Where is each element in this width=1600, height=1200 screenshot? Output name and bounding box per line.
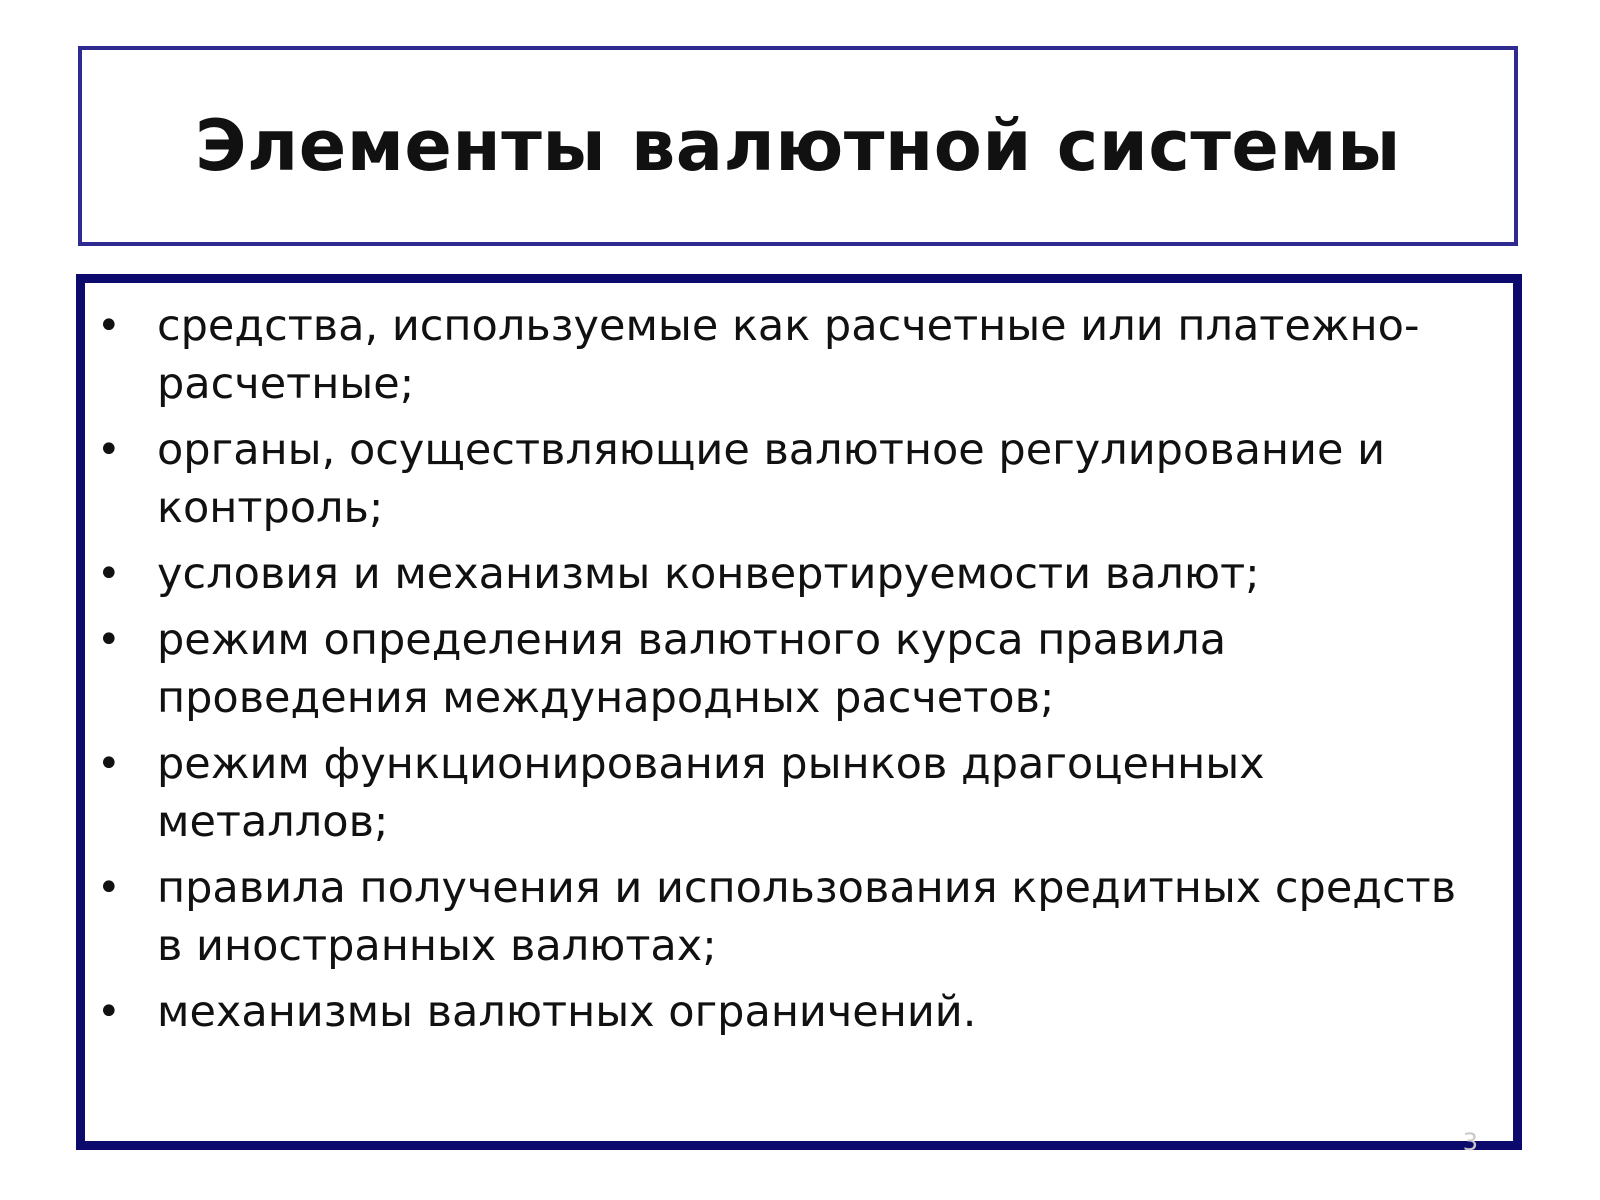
bullet-item	[85, 545, 1493, 603]
bullet-item	[85, 611, 1493, 727]
bullet-icon: •	[97, 617, 121, 663]
title-box	[78, 46, 1518, 246]
content-box	[76, 274, 1522, 1150]
bullet-text: условия и механизмы конвертируемости валют;	[157, 549, 1260, 599]
bullet-item	[85, 297, 1493, 413]
bullet-list	[85, 283, 1513, 1041]
bullet-item	[85, 859, 1493, 975]
bullet-item	[85, 735, 1493, 851]
bullet-text: режим определения валютного курса правила проведения международных расчетов;	[157, 615, 1227, 723]
bullet-text: режим функционирования рынков драгоценных металлов;	[157, 739, 1265, 847]
bullet-text: средства, используемые как расчетные или платежно-расчетные;	[157, 301, 1420, 409]
bullet-icon: •	[97, 741, 121, 787]
bullet-icon: •	[97, 551, 121, 597]
bullet-icon: •	[97, 865, 121, 911]
bullet-icon: •	[97, 427, 121, 473]
bullet-item	[85, 983, 1493, 1041]
page-number: 3	[1462, 1128, 1478, 1156]
bullet-icon: •	[97, 989, 121, 1035]
bullet-icon: •	[97, 303, 121, 349]
slide-title: Элементы валютной системы	[195, 105, 1401, 187]
bullet-text: механизмы валютных ограничений.	[157, 987, 977, 1037]
bullet-item	[85, 421, 1493, 537]
bullet-text: органы, осуществляющие валютное регулирование и контроль;	[157, 425, 1386, 533]
bullet-text: правила получения и использования кредитных средств в иностранных валютах;	[157, 863, 1457, 971]
